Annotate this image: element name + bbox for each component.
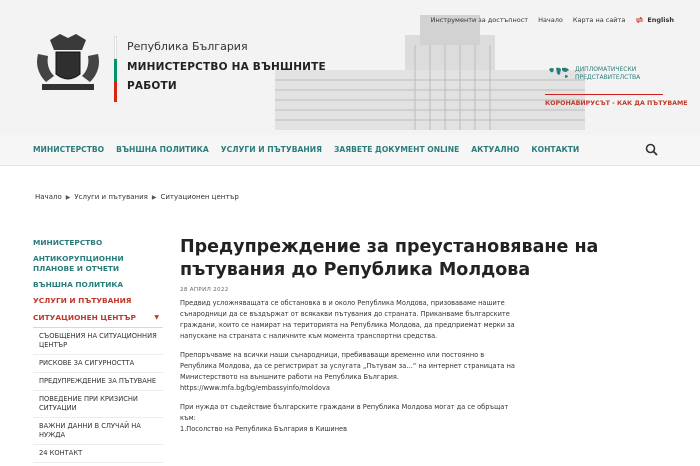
sidebar-subitem-messages[interactable]: СЪОБЩЕНИЯ НА СИТУАЦИОННИЯ ЦЕНТЪР <box>33 328 163 355</box>
article-paragraph: При нужда от съдействие българските граждани в Република Молдова могат да се обръщат към: <box>180 403 509 422</box>
accessibility-link[interactable]: Инструменти за достъпност <box>430 16 529 24</box>
country-name: Република България <box>127 40 248 53</box>
covid-travel-link[interactable]: КОРОНАВИРУСЪТ - КАК ДА ПЪТУВАМЕ <box>545 100 688 107</box>
covid-divider <box>545 94 663 95</box>
diplomatic-missions-label: ДИПЛОМАТИЧЕСКИ ПРЕДСТАВИТЕЛСТВА <box>575 66 641 81</box>
caret-down-icon: ▼ <box>154 314 159 321</box>
nav-news[interactable]: АКТУАЛНО <box>471 145 520 154</box>
article-paragraph: Препоръчваме на всички наши сънародници, пребиваващи временно или постоянно в Република Молдова, да се регистрират за услугата „Пътувам за…“ на интернет страницата на Министерството на външните работи на Република България. https://www.mfa.bg/bg/embassyinfo/moldova <box>180 351 515 392</box>
sidebar-subitem-contact[interactable]: 24 КОНТАКТ <box>33 445 163 463</box>
coat-of-arms-icon <box>30 30 106 94</box>
breadcrumb <box>35 193 239 201</box>
language-arrows-icon <box>635 17 644 23</box>
sidebar-section-label: СИТУАЦИОНЕН ЦЕНТЪР <box>33 313 136 322</box>
sidebar-menu <box>33 238 163 463</box>
chevron-right-icon: ▶ <box>151 193 157 201</box>
sidebar-subitem-emergency-data[interactable]: ВАЖНИ ДАННИ В СЛУЧАЙ НА НУЖДА <box>33 418 163 445</box>
nav-services-travel[interactable]: УСЛУГИ И ПЪТУВАНИЯ <box>220 145 322 154</box>
sitemap-link[interactable]: Карта на сайта <box>572 16 626 24</box>
chevron-right-icon: ▶ <box>65 193 71 201</box>
main-navigation <box>33 145 579 154</box>
breadcrumb-current: Ситуационен център <box>160 193 239 201</box>
breadcrumb-home[interactable]: Начало <box>35 193 62 201</box>
nav-contacts[interactable]: КОНТАКТИ <box>531 145 580 154</box>
sidebar-item-foreign-policy[interactable]: ВЪНШНА ПОЛИТИКА <box>33 280 124 289</box>
page-title: Предупреждение за преустановяване на пътувания до Република Молдова <box>180 237 599 280</box>
sidebar-subitem-crisis-behavior[interactable]: ПОВЕДЕНИЕ ПРИ КРИЗИСНИ СИТУАЦИИ <box>33 391 163 418</box>
sidebar-item-services-travel[interactable]: УСЛУГИ И ПЪТУВАНИЯ <box>33 296 132 305</box>
world-map-icon <box>547 66 571 80</box>
ministry-name[interactable]: МИНИСТЕРСТВО НА ВЪНШНИТЕ РАБОТИ <box>127 61 326 92</box>
nav-foreign-policy[interactable]: ВЪНШНА ПОЛИТИКА <box>116 145 209 154</box>
sidebar-subitem-security-risks[interactable]: РИСКОВЕ ЗА СИГУРНОСТТА <box>33 355 163 373</box>
language-switch[interactable] <box>635 16 674 24</box>
article-date: 28 АПРИЛ 2022 <box>180 287 229 293</box>
sidebar-item-anticorruption[interactable]: АНТИКОРУПЦИОННИ ПЛАНОВЕ И ОТЧЕТИ <box>33 254 124 273</box>
article-paragraph: Предвид усложняващата се обстановка в и около Република Молдова, призоваваме нашите сънародници да се въздържат от всякакви пътувания до страната. Приканваме българските граждани, които се намират на територията на Република Молдова, да предприемат мерки за напускане на страната с наличните към момента транспортни средства. <box>180 299 515 340</box>
nav-ministry[interactable]: МИНИСТЕРСТВО <box>33 145 105 154</box>
site-header <box>0 0 700 135</box>
nav-request-document-online[interactable]: ЗАЯВЕТЕ ДОКУМЕНТ ONLINE <box>333 145 460 154</box>
flag-stripe <box>114 36 117 100</box>
article-body <box>180 298 520 443</box>
sidebar-subitem-travel-warning[interactable]: ПРЕДУПРЕЖДЕНИЕ ЗА ПЪТУВАНЕ <box>33 373 163 391</box>
language-label: English <box>647 16 674 24</box>
diplomatic-missions-link[interactable] <box>547 66 645 82</box>
article-paragraph: 1.Посолство на Република България в Кишинев <box>180 425 347 433</box>
utility-links <box>431 16 674 24</box>
search-icon[interactable] <box>645 143 658 156</box>
home-link[interactable]: Начало <box>538 16 563 24</box>
sidebar-section-situation-center[interactable] <box>33 313 163 328</box>
sidebar-item-ministry[interactable]: МИНИСТЕРСТВО <box>33 238 103 247</box>
breadcrumb-services[interactable]: Услуги и пътувания <box>74 193 148 201</box>
